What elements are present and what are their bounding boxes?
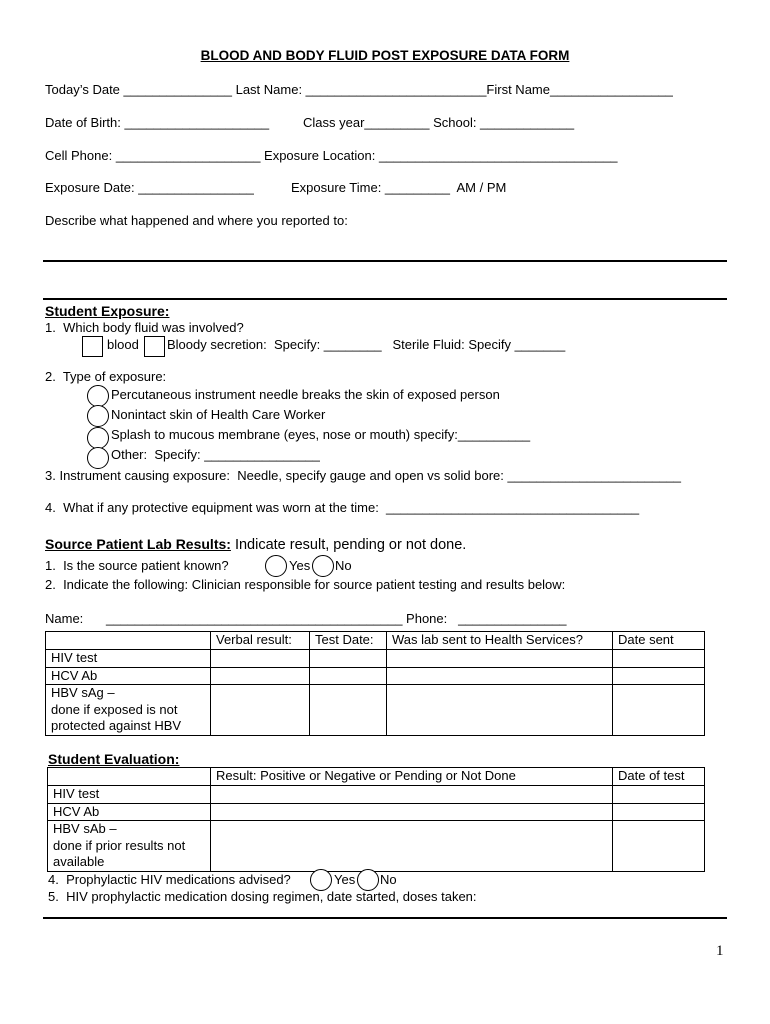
dosing-answer-line[interactable] bbox=[43, 917, 727, 919]
eval-hiv-result-cell[interactable] bbox=[211, 786, 613, 804]
percutaneous-radio[interactable] bbox=[87, 385, 109, 407]
source-patient-heading: Source Patient Lab Results: bbox=[45, 536, 231, 552]
prophylactic-yes-label: Yes bbox=[334, 872, 356, 887]
source-hbv-verbal-cell[interactable] bbox=[211, 685, 310, 736]
describe-line-1[interactable] bbox=[43, 260, 727, 262]
source-hiv-lab-cell[interactable] bbox=[387, 650, 613, 668]
clinician-name-label: Name: bbox=[45, 611, 84, 626]
blood-checkbox[interactable] bbox=[82, 336, 103, 357]
student-evaluation-heading: Student Evaluation: bbox=[48, 751, 180, 767]
date-of-birth-field[interactable]: Date of Birth: ____________________ bbox=[45, 115, 270, 130]
eval-hcv-date-cell[interactable] bbox=[613, 803, 705, 821]
eval-hbv-date-cell[interactable] bbox=[613, 821, 705, 872]
other-label: Other: Specify: ________________ bbox=[111, 447, 320, 462]
eval-header-date: Date of test bbox=[613, 768, 705, 786]
eval-header-result: Result: Positive or Negative or Pending or Not Done bbox=[211, 768, 613, 786]
eval-row-hcv: HCV Ab bbox=[48, 803, 211, 821]
q1-options-text: Bloody secretion: Specify: ________ Sterile Fluid: Specify _______ bbox=[167, 337, 566, 352]
page-number: 1 bbox=[716, 943, 724, 959]
table-row bbox=[48, 803, 705, 821]
table-row bbox=[46, 650, 705, 668]
q2-type-of-exposure: 2. Type of exposure: bbox=[45, 369, 167, 384]
source-hiv-verbal-cell[interactable] bbox=[211, 650, 310, 668]
source-header-verbal: Verbal result: bbox=[211, 632, 310, 650]
percutaneous-label: Percutaneous instrument needle breaks the skin of exposed person bbox=[111, 387, 500, 402]
other-radio[interactable] bbox=[87, 447, 109, 469]
source-known-yes-label: Yes bbox=[289, 558, 311, 573]
blood-label: blood bbox=[107, 337, 139, 352]
eval-row-hiv: HIV test bbox=[48, 786, 211, 804]
q3-instrument[interactable]: 3. Instrument causing exposure: Needle, specify gauge and open vs solid bore: ________________________ bbox=[45, 468, 682, 483]
table-row bbox=[48, 821, 705, 872]
table-row bbox=[46, 685, 705, 736]
source-patient-heading-line bbox=[45, 536, 466, 553]
eval-row-hbv: HBV sAb – done if prior results not available bbox=[48, 821, 211, 872]
student-evaluation-table bbox=[47, 767, 705, 872]
source-row-hbv: HBV sAg – done if exposed is not protected against HBV bbox=[46, 685, 211, 736]
nonintact-skin-radio[interactable] bbox=[87, 405, 109, 427]
eval-header-blank bbox=[48, 768, 211, 786]
exposure-date-field[interactable]: Exposure Date: ________________ bbox=[45, 180, 254, 195]
splash-radio[interactable] bbox=[87, 427, 109, 449]
eval-table-header-row bbox=[48, 768, 705, 786]
source-hcv-date-cell[interactable] bbox=[310, 667, 387, 685]
source-hcv-verbal-cell[interactable] bbox=[211, 667, 310, 685]
source-patient-note: Indicate result, pending or not done. bbox=[230, 537, 467, 553]
describe-line-2[interactable] bbox=[43, 298, 727, 300]
q4-prophylactic-advised: 4. Prophylactic HIV medications advised? bbox=[48, 872, 291, 887]
source-header-lab-sent: Was lab sent to Health Services? bbox=[387, 632, 613, 650]
source-table-header-row bbox=[46, 632, 705, 650]
source-known-no-radio[interactable] bbox=[312, 555, 334, 577]
table-row bbox=[46, 667, 705, 685]
bloody-secretion-checkbox[interactable] bbox=[144, 336, 165, 357]
eval-hiv-date-cell[interactable] bbox=[613, 786, 705, 804]
source-hbv-sent-cell[interactable] bbox=[613, 685, 705, 736]
form-title: BLOOD AND BODY FLUID POST EXPOSURE DATA FORM bbox=[200, 48, 570, 63]
describe-label: Describe what happened and where you reported to: bbox=[45, 213, 348, 228]
table-row bbox=[48, 786, 705, 804]
prophylactic-no-radio[interactable] bbox=[357, 869, 379, 891]
source-hiv-date-cell[interactable] bbox=[310, 650, 387, 668]
nonintact-skin-label: Nonintact skin of Health Care Worker bbox=[111, 407, 326, 422]
clinician-name-phone-field[interactable]: _________________________________________ Phone: _______________ bbox=[106, 611, 567, 626]
source-header-date-sent: Date sent bbox=[613, 632, 705, 650]
exposure-time-field[interactable]: Exposure Time: _________ AM / PM bbox=[291, 180, 507, 195]
q1-body-fluid: 1. Which body fluid was involved? bbox=[45, 320, 244, 335]
source-hiv-sent-cell[interactable] bbox=[613, 650, 705, 668]
source-header-test-date: Test Date: bbox=[310, 632, 387, 650]
source-known-no-label: No bbox=[335, 558, 352, 573]
source-header-blank bbox=[46, 632, 211, 650]
student-exposure-heading: Student Exposure: bbox=[45, 303, 170, 319]
q5-dosing-regimen: 5. HIV prophylactic medication dosing regimen, date started, doses taken: bbox=[48, 889, 477, 904]
source-hcv-lab-cell[interactable] bbox=[387, 667, 613, 685]
class-school-field[interactable]: Class year_________ School: _____________ bbox=[303, 115, 575, 130]
eval-hbv-result-cell[interactable] bbox=[211, 821, 613, 872]
source-row-hiv: HIV test bbox=[46, 650, 211, 668]
source-hbv-date-cell[interactable] bbox=[310, 685, 387, 736]
eval-hcv-result-cell[interactable] bbox=[211, 803, 613, 821]
source-row-hcv: HCV Ab bbox=[46, 667, 211, 685]
source-q1: 1. Is the source patient known? bbox=[45, 558, 229, 573]
source-hbv-lab-cell[interactable] bbox=[387, 685, 613, 736]
q4-protective-equipment[interactable]: 4. What if any protective equipment was worn at the time: ___________________________________ bbox=[45, 500, 640, 515]
source-results-table bbox=[45, 631, 705, 736]
prophylactic-yes-radio[interactable] bbox=[310, 869, 332, 891]
prophylactic-no-label: No bbox=[380, 872, 397, 887]
splash-label: Splash to mucous membrane (eyes, nose or mouth) specify:__________ bbox=[111, 427, 531, 442]
source-q2: 2. Indicate the following: Clinician responsible for source patient testing and results below: bbox=[45, 577, 566, 592]
phone-location-line[interactable]: Cell Phone: ____________________ Exposure Location: _________________________________ bbox=[45, 148, 618, 163]
source-known-yes-radio[interactable] bbox=[265, 555, 287, 577]
source-hcv-sent-cell[interactable] bbox=[613, 667, 705, 685]
dates-names-line[interactable]: Today’s Date _______________ Last Name: _________________________First Name_________________ bbox=[45, 82, 673, 97]
